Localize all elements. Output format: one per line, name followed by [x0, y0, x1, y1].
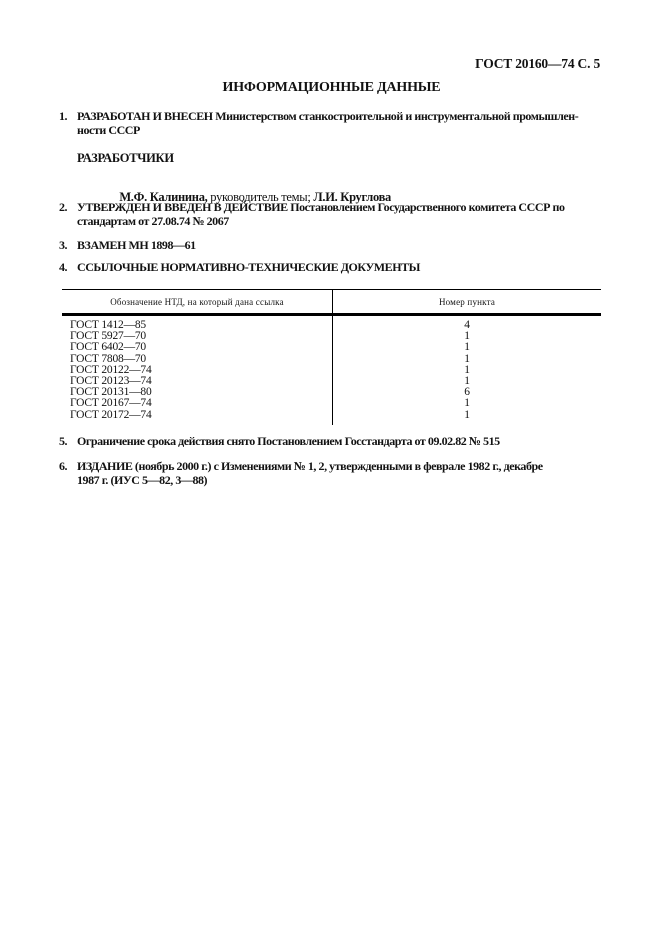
list-item-5: [59, 434, 644, 448]
list-item-6: [59, 459, 644, 487]
point-number-cell: 1: [464, 352, 470, 365]
point-number-cell: 4: [464, 319, 470, 331]
table-row: [62, 410, 601, 425]
point-number-cell: 1: [464, 363, 470, 376]
developer-role: руководитель темы;: [207, 190, 314, 204]
item-text-line: 1987 г. (ИУС 5—82, 3—88): [77, 473, 208, 487]
ref-table: [62, 289, 601, 425]
item-number: 2.: [59, 200, 68, 214]
ntd-designation-cell: ГОСТ 1412—85: [62, 315, 333, 332]
developer-name: М.Ф. Калинина,: [119, 190, 208, 204]
ntd-designation-cell: ГОСТ 20167—74: [62, 398, 333, 409]
developer-name: Л.И. Круглова: [313, 190, 391, 204]
ntd-designation-cell: ГОСТ 5927—70: [62, 331, 333, 342]
point-number-cell: 1: [464, 375, 470, 388]
point-header-cell: Номер пункта: [333, 290, 602, 315]
ntd-header-cell: Обозначение НТД, на который дана ссылка: [62, 290, 333, 315]
table-row: [62, 398, 601, 409]
table-header-row: [62, 290, 601, 315]
point-number-cell: 1: [464, 408, 470, 421]
item-text-line: Ограничение срока действия снято Постановлением Госстандарта от 09.02.82 № 515: [77, 434, 500, 448]
ntd-designation-cell: ГОСТ 20123—74: [62, 376, 333, 387]
page-title: ИНФОРМАЦИОННЫЕ ДАННЫЕ: [222, 80, 441, 95]
item-text-line: ности СССР: [77, 123, 140, 137]
item-text-line: РАЗРАБОТАН И ВНЕСЕН Министерством станкостроительной и инструментальной промышлен-: [77, 109, 579, 123]
point-number-cell: 1: [464, 397, 470, 410]
list-item-1: [59, 109, 644, 137]
item-text-line: УТВЕРЖДЕН И ВВЕДЕН В ДЕЙСТВИЕ Постановлением Государственного комитета СССР по: [77, 200, 565, 214]
table-row: [62, 315, 601, 332]
item-text-line: ВЗАМЕН МН 1898—61: [77, 238, 196, 252]
item-number: 5.: [59, 434, 68, 448]
item-text-line: ИЗДАНИЕ (ноябрь 2000 г.) с Изменениями № 1, 2, утвержденными в феврале 1982 г., декабре: [77, 459, 543, 473]
ntd-designation-cell: ГОСТ 7808—70: [62, 354, 333, 365]
ntd-designation-cell: ГОСТ 6402—70: [62, 342, 333, 353]
point-number-cell: 6: [464, 386, 470, 399]
item-number: 1.: [59, 109, 68, 123]
list-item-2: [59, 200, 644, 228]
point-number-cell: 1: [464, 341, 470, 354]
ntd-designation-cell: ГОСТ 20172—74: [62, 410, 333, 425]
item-number: 3.: [59, 238, 68, 252]
ref-table-body: [62, 315, 601, 425]
item-number: 4.: [59, 260, 68, 274]
ntd-designation-cell: ГОСТ 20131—80: [62, 387, 333, 398]
ntd-designation-cell: ГОСТ 20122—74: [62, 365, 333, 376]
item-number: 6.: [59, 459, 68, 473]
table-row: [62, 342, 601, 353]
list-item-4: [59, 260, 644, 274]
developers-heading: РАЗРАБОТЧИКИ: [77, 151, 174, 165]
item-text-line: ССЫЛОЧНЫЕ НОРМАТИВНО-ТЕХНИЧЕСКИЕ ДОКУМЕНТЫ: [77, 260, 420, 274]
point-number-cell: 1: [464, 330, 470, 343]
item-text-line: стандартам от 27.08.74 № 2067: [77, 214, 229, 228]
page-header: ГОСТ 20160—74 С. 5: [475, 56, 600, 71]
list-item-3: [59, 238, 644, 252]
